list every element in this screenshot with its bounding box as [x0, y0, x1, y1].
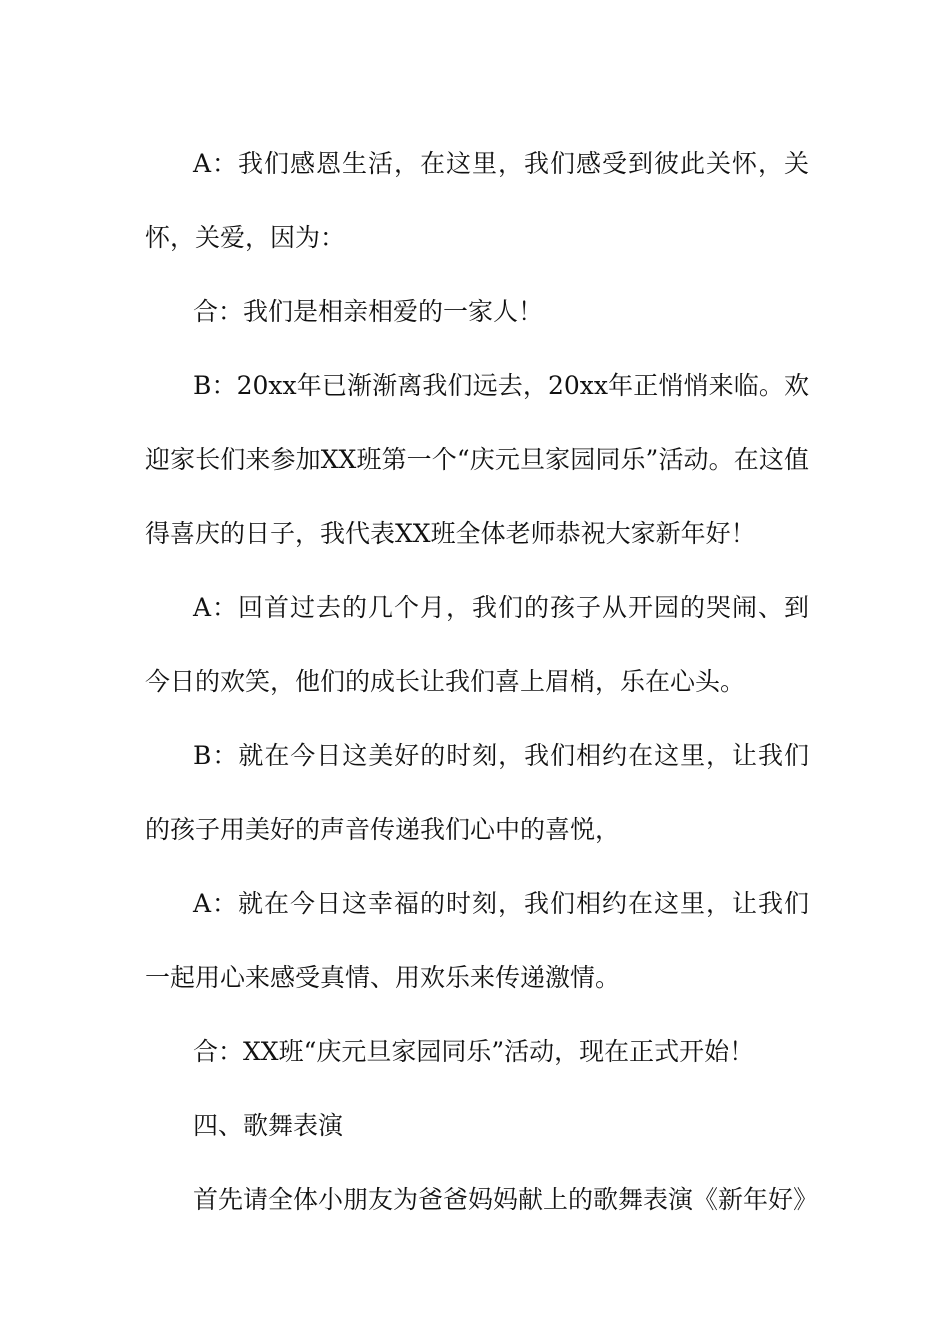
- paragraph-chorus-family: 合：我们是相亲相爱的一家人！: [193, 297, 544, 326]
- section-heading-song-dance: 四、歌舞表演: [193, 1111, 344, 1140]
- document-body: [145, 127, 819, 1237]
- paragraph-a-gratitude: A：我们感恩生活，在这里，我们感受到彼此关怀，关怀，关爱，因为：: [145, 149, 809, 252]
- paragraph-b-moment: B：就在今日这美好的时刻，我们相约在这里，让我们的孩子用美好的声音传递我们心中的喜悦，: [145, 741, 809, 844]
- paragraph-performance: 首先请全体小朋友为爸爸妈妈献上的歌舞表演《新年好》: [193, 1185, 819, 1214]
- paragraph-a-moment: A：就在今日这幸福的时刻，我们相约在这里，让我们一起用心来感受真情、用欢乐来传递激情。: [145, 889, 809, 992]
- paragraph-chorus-start: 合：XX班“庆元旦家园同乐”活动，现在正式开始！: [193, 1037, 755, 1066]
- paragraph-b-welcome: B：20xx年已渐渐离我们远去，20xx年正悄悄来临。欢迎家长们来参加XX班第一个“庆元旦家园同乐”活动。在这值得喜庆的日子，我代表XX班全体老师恭祝大家新年好！: [145, 371, 809, 548]
- paragraph-a-review: A：回首过去的几个月，我们的孩子从开园的哭闹、到今日的欢笑，他们的成长让我们喜上眉梢，乐在心头。: [145, 593, 809, 696]
